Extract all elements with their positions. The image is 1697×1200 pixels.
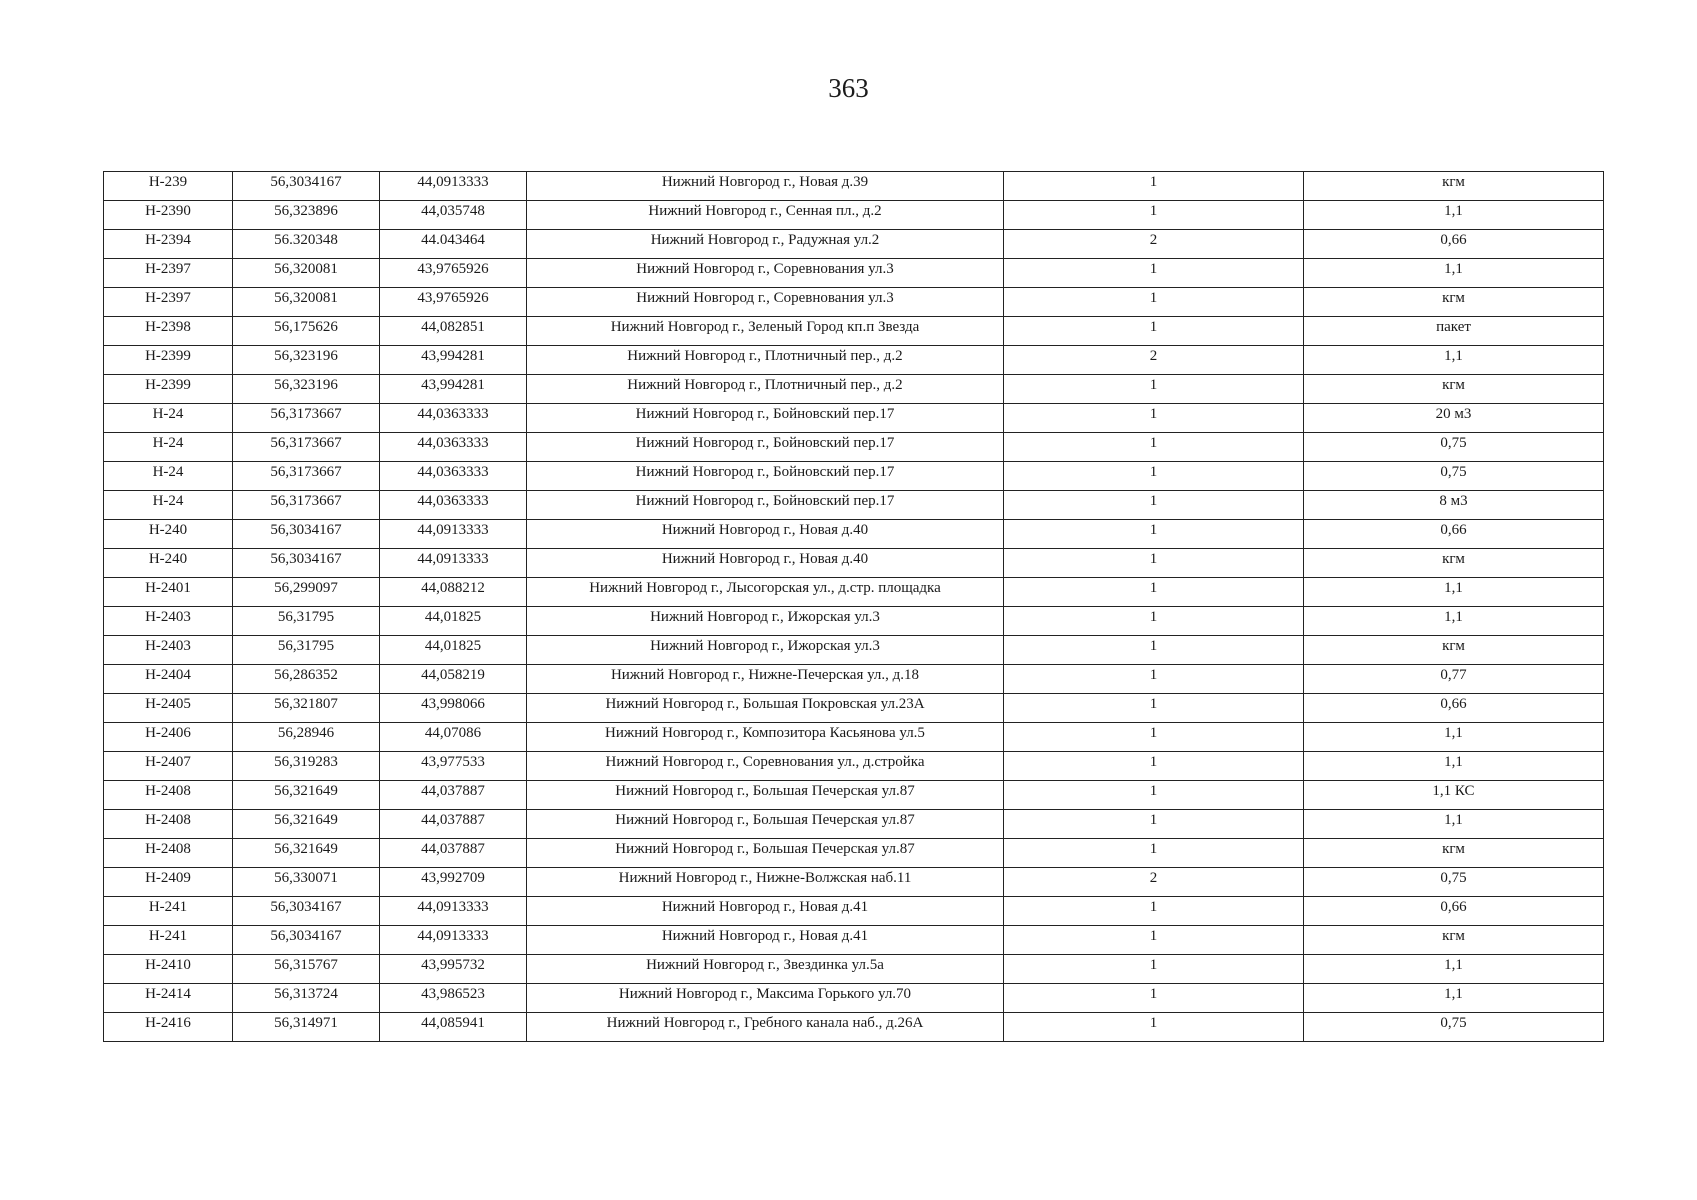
site-id-cell: Н-239: [104, 172, 233, 201]
page-number: 363: [828, 73, 869, 103]
container-volume-cell: 1,1: [1304, 752, 1604, 781]
container-count-cell: 1: [1004, 636, 1304, 665]
address-cell: Нижний Новгород г., Бойновский пер.17: [527, 433, 1004, 462]
latitude-cell: 56,319283: [233, 752, 380, 781]
address-cell: Нижний Новгород г., Соревнования ул.3: [527, 288, 1004, 317]
longitude-cell: 44,037887: [380, 781, 527, 810]
longitude-cell: 44,037887: [380, 839, 527, 868]
table-row: [104, 665, 1604, 694]
table-row: [104, 955, 1604, 984]
table-row: [104, 984, 1604, 1013]
latitude-cell: 56,321807: [233, 694, 380, 723]
site-id-cell: Н-24: [104, 404, 233, 433]
table-row: [104, 897, 1604, 926]
table-row: [104, 723, 1604, 752]
site-id-cell: Н-2399: [104, 375, 233, 404]
latitude-cell: 56,323196: [233, 346, 380, 375]
longitude-cell: 44,058219: [380, 665, 527, 694]
table-row: [104, 172, 1604, 201]
latitude-cell: 56,3034167: [233, 549, 380, 578]
latitude-cell: 56,320081: [233, 259, 380, 288]
latitude-cell: 56,3034167: [233, 172, 380, 201]
address-cell: Нижний Новгород г., Зеленый Город кп.п Звезда: [527, 317, 1004, 346]
address-cell: Нижний Новгород г., Бойновский пер.17: [527, 404, 1004, 433]
container-volume-cell: 0,75: [1304, 462, 1604, 491]
site-id-cell: Н-241: [104, 926, 233, 955]
site-id-cell: Н-2405: [104, 694, 233, 723]
address-cell: Нижний Новгород г., Ижорская ул.3: [527, 607, 1004, 636]
latitude-cell: 56,320081: [233, 288, 380, 317]
container-volume-cell: 1,1: [1304, 955, 1604, 984]
longitude-cell: 44,035748: [380, 201, 527, 230]
container-volume-cell: 1,1: [1304, 607, 1604, 636]
site-id-cell: Н-240: [104, 549, 233, 578]
container-volume-cell: кгм: [1304, 636, 1604, 665]
latitude-cell: 56,3173667: [233, 404, 380, 433]
table-row: [104, 317, 1604, 346]
site-id-cell: Н-2401: [104, 578, 233, 607]
latitude-cell: 56,3034167: [233, 926, 380, 955]
table-row: [104, 462, 1604, 491]
table-row: [104, 346, 1604, 375]
site-id-cell: Н-24: [104, 462, 233, 491]
container-count-cell: 1: [1004, 607, 1304, 636]
table-row: [104, 259, 1604, 288]
container-volume-cell: кгм: [1304, 375, 1604, 404]
container-count-cell: 1: [1004, 578, 1304, 607]
container-count-cell: 1: [1004, 984, 1304, 1013]
container-volume-cell: 0,75: [1304, 433, 1604, 462]
latitude-cell: 56,3173667: [233, 462, 380, 491]
address-cell: Нижний Новгород г., Радужная ул.2: [527, 230, 1004, 259]
container-count-cell: 1: [1004, 288, 1304, 317]
container-count-cell: 1: [1004, 433, 1304, 462]
address-cell: Нижний Новгород г., Нижне-Печерская ул., д.18: [527, 665, 1004, 694]
longitude-cell: 44,0363333: [380, 433, 527, 462]
container-sites-table: [103, 171, 1604, 1042]
table-row: [104, 549, 1604, 578]
table-row: [104, 433, 1604, 462]
container-volume-cell: 0,66: [1304, 694, 1604, 723]
longitude-cell: 44,085941: [380, 1013, 527, 1042]
table-row: [104, 375, 1604, 404]
address-cell: Нижний Новгород г., Новая д.39: [527, 172, 1004, 201]
address-cell: Нижний Новгород г., Новая д.41: [527, 897, 1004, 926]
longitude-cell: 43,994281: [380, 375, 527, 404]
container-volume-cell: 20 м3: [1304, 404, 1604, 433]
address-cell: Нижний Новгород г., Новая д.40: [527, 520, 1004, 549]
container-volume-cell: пакет: [1304, 317, 1604, 346]
container-volume-cell: 0,66: [1304, 520, 1604, 549]
container-volume-cell: 0,66: [1304, 230, 1604, 259]
container-volume-cell: 1,1: [1304, 201, 1604, 230]
site-id-cell: Н-2406: [104, 723, 233, 752]
address-cell: Нижний Новгород г., Новая д.41: [527, 926, 1004, 955]
address-cell: Нижний Новгород г., Плотничный пер., д.2: [527, 375, 1004, 404]
longitude-cell: 43,992709: [380, 868, 527, 897]
container-count-cell: 1: [1004, 201, 1304, 230]
address-cell: Нижний Новгород г., Бойновский пер.17: [527, 462, 1004, 491]
site-id-cell: Н-2407: [104, 752, 233, 781]
container-volume-cell: 1,1: [1304, 810, 1604, 839]
site-id-cell: Н-2398: [104, 317, 233, 346]
longitude-cell: 43,986523: [380, 984, 527, 1013]
container-volume-cell: 0,75: [1304, 1013, 1604, 1042]
longitude-cell: 44.043464: [380, 230, 527, 259]
container-count-cell: 1: [1004, 781, 1304, 810]
address-cell: Нижний Новгород г., Большая Печерская ул.87: [527, 839, 1004, 868]
longitude-cell: 43,994281: [380, 346, 527, 375]
latitude-cell: 56.320348: [233, 230, 380, 259]
latitude-cell: 56,31795: [233, 607, 380, 636]
latitude-cell: 56,321649: [233, 839, 380, 868]
site-id-cell: Н-240: [104, 520, 233, 549]
longitude-cell: 44,0913333: [380, 926, 527, 955]
longitude-cell: 44,0363333: [380, 491, 527, 520]
address-cell: Нижний Новгород г., Большая Печерская ул.87: [527, 810, 1004, 839]
latitude-cell: 56,321649: [233, 810, 380, 839]
longitude-cell: 44,0913333: [380, 549, 527, 578]
site-id-cell: Н-2397: [104, 288, 233, 317]
longitude-cell: 43,9765926: [380, 288, 527, 317]
latitude-cell: 56,323196: [233, 375, 380, 404]
container-count-cell: 1: [1004, 491, 1304, 520]
table-row: [104, 1013, 1604, 1042]
latitude-cell: 56,315767: [233, 955, 380, 984]
address-cell: Нижний Новгород г., Плотничный пер., д.2: [527, 346, 1004, 375]
container-volume-cell: кгм: [1304, 288, 1604, 317]
longitude-cell: 44,01825: [380, 607, 527, 636]
longitude-cell: 44,037887: [380, 810, 527, 839]
table-row: [104, 201, 1604, 230]
site-id-cell: Н-2408: [104, 810, 233, 839]
container-volume-cell: 1,1: [1304, 723, 1604, 752]
table-row: [104, 520, 1604, 549]
longitude-cell: 44,0363333: [380, 462, 527, 491]
site-id-cell: Н-2408: [104, 839, 233, 868]
container-volume-cell: 1,1: [1304, 984, 1604, 1013]
table-row: [104, 636, 1604, 665]
table-row: [104, 491, 1604, 520]
site-id-cell: Н-24: [104, 491, 233, 520]
site-id-cell: Н-2399: [104, 346, 233, 375]
table-row: [104, 694, 1604, 723]
container-count-cell: 1: [1004, 549, 1304, 578]
site-id-cell: Н-2409: [104, 868, 233, 897]
container-count-cell: 2: [1004, 868, 1304, 897]
container-volume-cell: 1,1: [1304, 578, 1604, 607]
address-cell: Нижний Новгород г., Максима Горького ул.70: [527, 984, 1004, 1013]
latitude-cell: 56,3173667: [233, 433, 380, 462]
container-count-cell: 2: [1004, 230, 1304, 259]
table-row: [104, 288, 1604, 317]
latitude-cell: 56,313724: [233, 984, 380, 1013]
latitude-cell: 56,321649: [233, 781, 380, 810]
site-id-cell: Н-2394: [104, 230, 233, 259]
table-row: [104, 607, 1604, 636]
table-row: [104, 404, 1604, 433]
table-row: [104, 926, 1604, 955]
longitude-cell: 44,0913333: [380, 520, 527, 549]
container-count-cell: 1: [1004, 404, 1304, 433]
longitude-cell: 44,0913333: [380, 897, 527, 926]
latitude-cell: 56,3173667: [233, 491, 380, 520]
container-volume-cell: кгм: [1304, 549, 1604, 578]
container-volume-cell: кгм: [1304, 926, 1604, 955]
site-id-cell: Н-2408: [104, 781, 233, 810]
address-cell: Нижний Новгород г., Большая Печерская ул.87: [527, 781, 1004, 810]
container-volume-cell: 8 м3: [1304, 491, 1604, 520]
address-cell: Нижний Новгород г., Бойновский пер.17: [527, 491, 1004, 520]
container-count-cell: 1: [1004, 520, 1304, 549]
address-cell: Нижний Новгород г., Звездинка ул.5а: [527, 955, 1004, 984]
latitude-cell: 56,28946: [233, 723, 380, 752]
latitude-cell: 56,3034167: [233, 897, 380, 926]
table-row: [104, 810, 1604, 839]
address-cell: Нижний Новгород г., Нижне-Волжская наб.11: [527, 868, 1004, 897]
container-count-cell: 1: [1004, 926, 1304, 955]
latitude-cell: 56,286352: [233, 665, 380, 694]
longitude-cell: 44,0913333: [380, 172, 527, 201]
table-row: [104, 839, 1604, 868]
container-volume-cell: 0,75: [1304, 868, 1604, 897]
latitude-cell: 56,330071: [233, 868, 380, 897]
site-id-cell: Н-2390: [104, 201, 233, 230]
latitude-cell: 56,175626: [233, 317, 380, 346]
site-id-cell: Н-2403: [104, 636, 233, 665]
address-cell: Нижний Новгород г., Соревнования ул., д.стройка: [527, 752, 1004, 781]
site-id-cell: Н-2397: [104, 259, 233, 288]
container-count-cell: 1: [1004, 665, 1304, 694]
longitude-cell: 43,998066: [380, 694, 527, 723]
table-row: [104, 868, 1604, 897]
site-id-cell: Н-2404: [104, 665, 233, 694]
container-count-cell: 1: [1004, 752, 1304, 781]
address-cell: Нижний Новгород г., Соревнования ул.3: [527, 259, 1004, 288]
latitude-cell: 56,323896: [233, 201, 380, 230]
site-id-cell: Н-2416: [104, 1013, 233, 1042]
container-count-cell: 1: [1004, 317, 1304, 346]
container-count-cell: 1: [1004, 1013, 1304, 1042]
container-count-cell: 1: [1004, 259, 1304, 288]
container-volume-cell: 1,1: [1304, 346, 1604, 375]
latitude-cell: 56,3034167: [233, 520, 380, 549]
address-cell: Нижний Новгород г., Гребного канала наб., д.26А: [527, 1013, 1004, 1042]
container-count-cell: 1: [1004, 375, 1304, 404]
container-volume-cell: кгм: [1304, 172, 1604, 201]
longitude-cell: 43,995732: [380, 955, 527, 984]
container-volume-cell: 1,1 КС: [1304, 781, 1604, 810]
address-cell: Нижний Новгород г., Большая Покровская ул.23А: [527, 694, 1004, 723]
address-cell: Нижний Новгород г., Новая д.40: [527, 549, 1004, 578]
container-count-cell: 1: [1004, 723, 1304, 752]
table-row: [104, 752, 1604, 781]
longitude-cell: 44,088212: [380, 578, 527, 607]
container-count-cell: 1: [1004, 172, 1304, 201]
site-id-cell: Н-2414: [104, 984, 233, 1013]
longitude-cell: 43,977533: [380, 752, 527, 781]
site-id-cell: Н-2403: [104, 607, 233, 636]
address-cell: Нижний Новгород г., Композитора Касьянова ул.5: [527, 723, 1004, 752]
container-volume-cell: 0,66: [1304, 897, 1604, 926]
container-count-cell: 1: [1004, 897, 1304, 926]
latitude-cell: 56,31795: [233, 636, 380, 665]
longitude-cell: 44,082851: [380, 317, 527, 346]
table-row: [104, 230, 1604, 259]
address-cell: Нижний Новгород г., Ижорская ул.3: [527, 636, 1004, 665]
latitude-cell: 56,299097: [233, 578, 380, 607]
table-row: [104, 578, 1604, 607]
table-body: [104, 172, 1604, 1042]
latitude-cell: 56,314971: [233, 1013, 380, 1042]
container-count-cell: 1: [1004, 462, 1304, 491]
longitude-cell: 44,07086: [380, 723, 527, 752]
container-count-cell: 1: [1004, 955, 1304, 984]
site-id-cell: Н-24: [104, 433, 233, 462]
container-volume-cell: 1,1: [1304, 259, 1604, 288]
address-cell: Нижний Новгород г., Сенная пл., д.2: [527, 201, 1004, 230]
site-id-cell: Н-241: [104, 897, 233, 926]
site-id-cell: Н-2410: [104, 955, 233, 984]
container-count-cell: 2: [1004, 346, 1304, 375]
longitude-cell: 44,01825: [380, 636, 527, 665]
longitude-cell: 43,9765926: [380, 259, 527, 288]
container-count-cell: 1: [1004, 810, 1304, 839]
container-count-cell: 1: [1004, 694, 1304, 723]
container-count-cell: 1: [1004, 839, 1304, 868]
container-volume-cell: кгм: [1304, 839, 1604, 868]
container-volume-cell: 0,77: [1304, 665, 1604, 694]
longitude-cell: 44,0363333: [380, 404, 527, 433]
address-cell: Нижний Новгород г., Лысогорская ул., д.стр. площадка: [527, 578, 1004, 607]
table-row: [104, 781, 1604, 810]
